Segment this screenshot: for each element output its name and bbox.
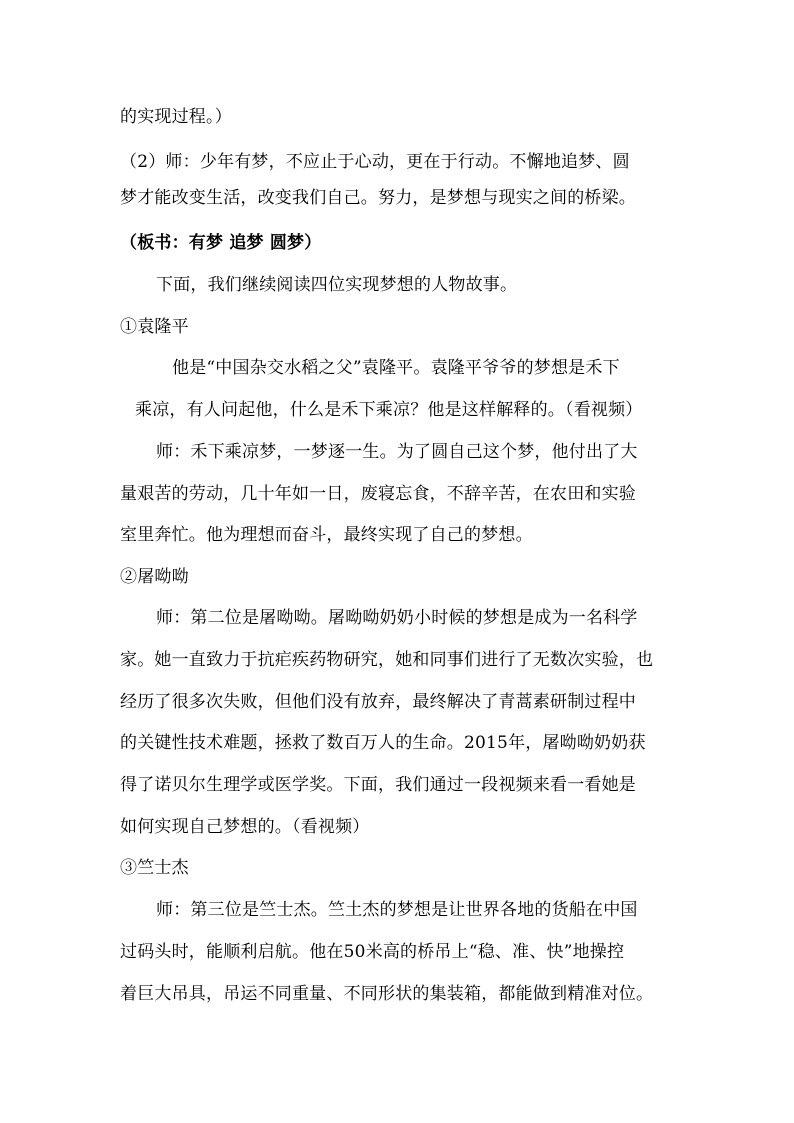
intro-paragraph: 下面，我们继续阅读四位实现梦想的人物故事。 [156, 275, 518, 295]
text-line-7: 他是“中国杂交水稻之父”袁隆平。袁隆平爷爷的梦想是禾下 [172, 358, 620, 378]
text-line-20: 师：第三位是竺士杰。竺土杰的梦想是让世界各地的货船在中国 [156, 900, 638, 920]
text-line-21: 过码头时，能顺利启航。他在50米高的桥吊上“稳、准、快”地操控 [120, 942, 625, 962]
text-line-13: 师：第二位是屠呦呦。屠呦呦奶奶小时候的梦想是成为一名科学 [156, 608, 638, 628]
text-line-11: 室里奔忙。他为理想而奋斗，最终实现了自己的梦想。 [120, 525, 533, 545]
section-heading-1: ①袁隆平 [120, 317, 189, 337]
text-line-10: 量艰苦的劳动，几十年如一日，废寝忘食，不辞辛苦，在农田和实验 [120, 484, 636, 504]
text-line-1: 的实现过程。） [120, 107, 232, 127]
text-line-22: 着巨大吊具，吊运不同重量、不同形状的集装箱，都能做到精准对位。 [120, 984, 654, 1004]
text-line-16: 的关键性技术难题，拯救了数百万人的生命。2015年，屠呦呦奶奶获 [120, 733, 646, 753]
text-line-9: 师：禾下乘凉梦，一梦逐一生。为了圆自己这个梦，他付出了大 [156, 442, 638, 462]
board-note: （板书：有梦 追梦 圆梦） [120, 233, 322, 253]
section-heading-2: ②屠呦呦 [120, 567, 189, 587]
text-line-18: 如何实现自己梦想的。（看视频） [120, 817, 370, 837]
text-line-2: （2）师：少年有梦，不应止于心动，更在于行动。不懈地追梦、圆 [120, 152, 630, 172]
section-heading-3: ③竺士杰 [120, 858, 189, 878]
text-line-8: 乘凉，有人问起他，什么是禾下乘凉？他是这样解释的。（看视频） [135, 400, 643, 420]
text-line-3: 梦才能改变生活，改变我们自己。努力，是梦想与现实之间的桥梁。 [120, 188, 636, 208]
text-line-14: 家。她一直致力于抗疟疾药物研究，她和同事们进行了无数次实验，也 [120, 650, 654, 670]
text-line-15: 经历了很多次失败，但他们没有放弃，最终解决了青蒿素研制过程中 [120, 692, 636, 712]
text-line-17: 得了诺贝尔生理学或医学奖。下面，我们通过一段视频来看一看她是 [120, 775, 636, 795]
